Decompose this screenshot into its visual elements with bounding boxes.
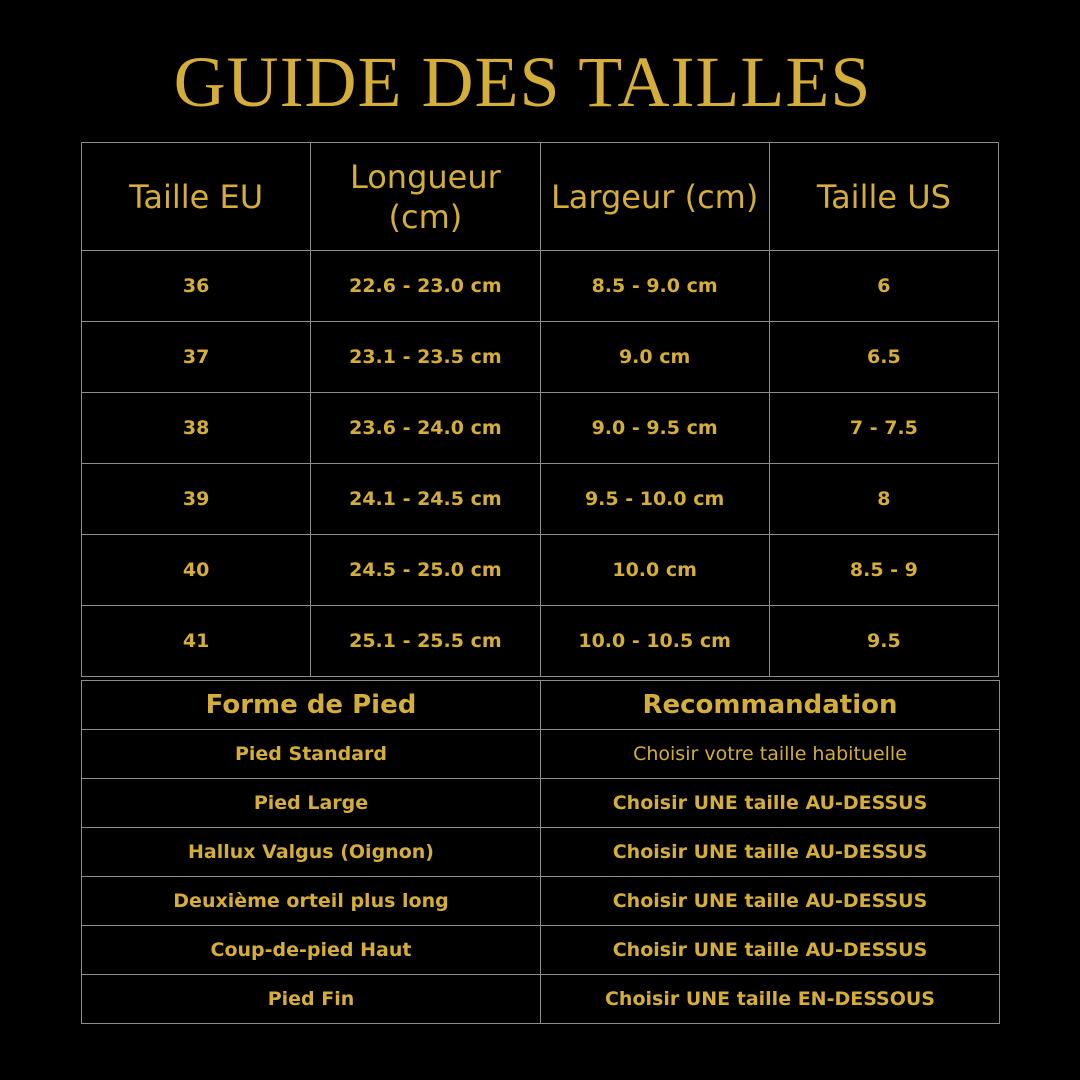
cell-length: 24.1 - 24.5 cm [311,464,540,535]
size-table-header-row [82,143,999,251]
cell-us-size: 7 - 7.5 [769,393,998,464]
cell-eu-size: 36 [82,251,311,322]
cell-recommendation: Choisir UNE taille AU-DESSUS [541,877,1000,926]
cell-length: 24.5 - 25.0 cm [311,535,540,606]
cell-width: 10.0 cm [540,535,769,606]
cell-us-size: 8 [769,464,998,535]
header-us-size: Taille US [769,143,998,251]
table-row [82,464,999,535]
cell-length: 23.1 - 23.5 cm [311,322,540,393]
cell-eu-size: 37 [82,322,311,393]
size-table [81,142,999,677]
cell-eu-size: 40 [82,535,311,606]
cell-recommendation: Choisir UNE taille AU-DESSUS [541,926,1000,975]
cell-width: 9.0 - 9.5 cm [540,393,769,464]
table-row [82,393,999,464]
header-length-label: Longueur (cm) [349,157,501,236]
foot-shape-table [81,680,1000,1024]
table-row [82,975,1000,1024]
header-length [311,143,540,251]
cell-length: 25.1 - 25.5 cm [311,606,540,677]
cell-recommendation: Choisir UNE taille AU-DESSUS [541,779,1000,828]
table-row [82,322,999,393]
table-row [82,251,999,322]
cell-us-size: 6 [769,251,998,322]
table-row [82,606,999,677]
table-row [82,926,1000,975]
cell-us-size: 8.5 - 9 [769,535,998,606]
cell-foot-shape: Hallux Valgus (Oignon) [82,828,541,877]
cell-foot-shape: Deuxième orteil plus long [82,877,541,926]
cell-eu-size: 41 [82,606,311,677]
table-row [82,779,1000,828]
cell-eu-size: 39 [82,464,311,535]
cell-width: 10.0 - 10.5 cm [540,606,769,677]
header-width: Largeur (cm) [540,143,769,251]
foot-table-header-row [82,681,1000,730]
cell-us-size: 6.5 [769,322,998,393]
cell-width: 9.0 cm [540,322,769,393]
cell-foot-shape: Pied Standard [82,730,541,779]
cell-width: 9.5 - 10.0 cm [540,464,769,535]
table-row [82,535,999,606]
cell-length: 23.6 - 24.0 cm [311,393,540,464]
cell-length: 22.6 - 23.0 cm [311,251,540,322]
cell-recommendation: Choisir UNE taille AU-DESSUS [541,828,1000,877]
cell-foot-shape: Pied Large [82,779,541,828]
header-eu-size: Taille EU [82,143,311,251]
cell-eu-size: 38 [82,393,311,464]
header-foot-shape: Forme de Pied [82,681,541,730]
header-recommendation: Recommandation [541,681,1000,730]
table-row [82,828,1000,877]
table-row [82,730,1000,779]
cell-recommendation: Choisir UNE taille EN-DESSOUS [541,975,1000,1024]
cell-us-size: 9.5 [769,606,998,677]
cell-width: 8.5 - 9.0 cm [540,251,769,322]
cell-foot-shape: Pied Fin [82,975,541,1024]
page-title: GUIDE DES TAILLES [173,42,872,122]
cell-foot-shape: Coup-de-pied Haut [82,926,541,975]
table-row [82,877,1000,926]
cell-recommendation: Choisir votre taille habituelle [541,730,1000,779]
